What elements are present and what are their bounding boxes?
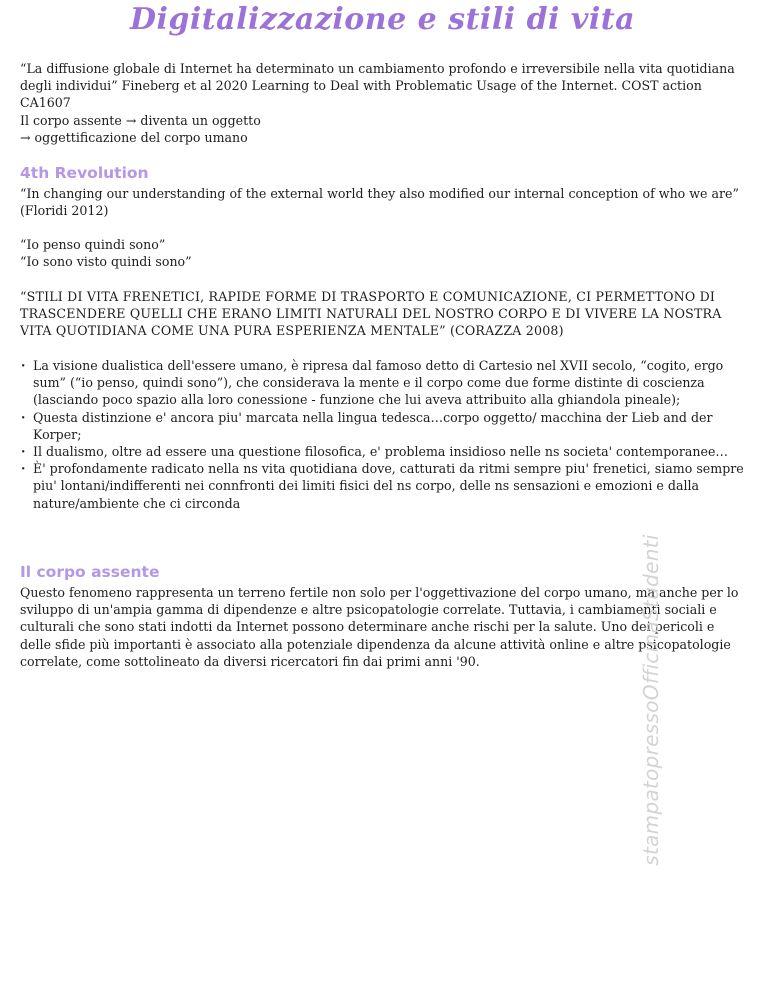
list-item: · La visione dualistica dell'essere umano, è ripresa dal famoso detto di Cartesio nel XVII secolo, “cogito, ergo sum” (“io penso, quindi sono”), che considerava la mente e il corpo come due forme distinte di coscienza (lasciando poco spazio alla loro conessione - funzione che lui aveva attribuito alla ghiandola pineale); xyxy=(20,357,744,409)
intro-line-1: Il corpo assente → diventa un oggetto xyxy=(20,112,261,128)
intro-quote: “La diffusione globale di Internet ha determinato un cambiamento profondo e irreversibile nella vita quotidiana degli individui” Fineberg et al 2020 Learning to Deal with Problematic Usage of the Internet. COST action CA1607 xyxy=(20,61,735,111)
intro-line-2: → oggettificazione del corpo umano xyxy=(20,129,248,145)
page-title: Digitalizzazione e stili di vita xyxy=(129,2,636,37)
bullet-list xyxy=(20,357,744,512)
penso-lines xyxy=(20,236,748,270)
corpo-assente-text: Questo fenomeno rappresenta un terreno fertile non solo per l'oggettivazione del corpo umano, ma anche per lo sviluppo di un'ampia gamma di dipendenze e altre psicopatologie correlate. Tuttavia, i cambiamenti sociali e culturali che sono stati indotti da Internet possono determinare anche rischi per la salute. Uno dei pericoli e delle sfide più importanti è associato alla potenziale dipendenza da alcune attività online e altre psicopatologie correlate, come sottolineato da diversi ricercatori fin dai primi anni '90. xyxy=(20,585,739,669)
corpo-assente-heading: Il corpo assente xyxy=(20,563,160,581)
corazza-quote xyxy=(20,288,748,340)
intro-section xyxy=(20,60,748,146)
penso-line-2: “Io sono visto quindi sono” xyxy=(20,254,192,270)
list-item: · Questa distinzione e' ancora piu' marcata nella lingua tedesca…corpo oggetto/ macchina der Lieb and der Korper; xyxy=(20,409,744,443)
penso-line-1: “Io penso quindi sono” xyxy=(20,237,166,252)
floridi-quote: “In changing our understanding of the external world they also modified our internal conception of who we are” (Floridi 2012) xyxy=(20,186,739,219)
list-item: · Il dualismo, oltre ad essere una questione filosofica, e' problema insidioso nelle ns societa' contemporanee… xyxy=(20,443,744,460)
revolution-quote xyxy=(20,185,748,219)
list-item: · È' profondamente radicato nella ns vita quotidiana dove, catturati da ritmi sempre piu' frenetici, siamo sempre piu' lontani/indifferenti nei connfronti dei limiti fisici del ns corpo, delle ns sensazioni e emozioni e dalla nature/ambiente che ci circonda xyxy=(20,460,744,512)
watermark-text: stampatopressoOfficinaStudenti xyxy=(639,534,663,866)
corazza-quote-text: “STILI DI VITA FRENETICI, RAPIDE FORME DI TRASPORTO E COMUNICAZIONE, CI PERMETTONO DI TRASCENDERE QUELLI CHE ERANO LIMITI NATURALI DEL NOSTRO CORPO E DI VIVERE LA NOSTRA VITA QUOTIDIANA COME UNA PURA ESPERIENZA MENTALE” (CORAZZA 2008) xyxy=(20,289,722,339)
revolution-heading: 4th Revolution xyxy=(20,164,149,182)
